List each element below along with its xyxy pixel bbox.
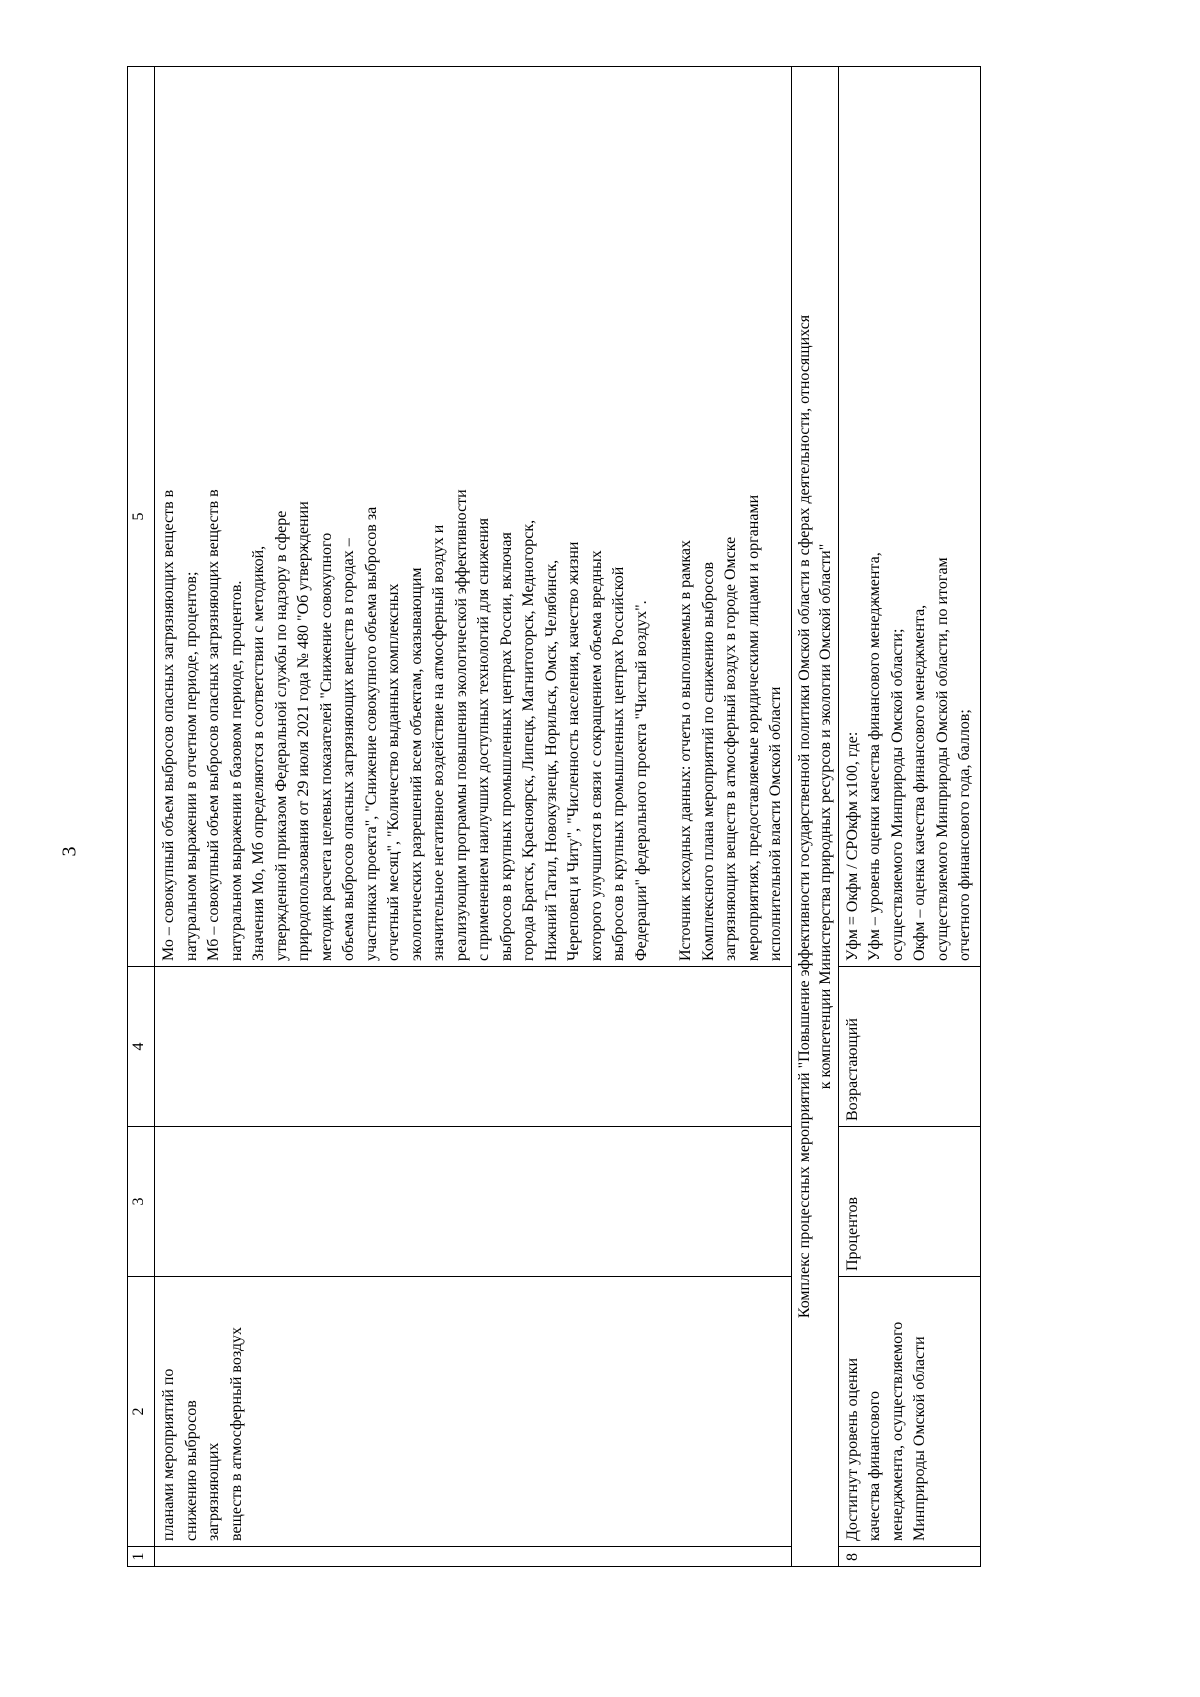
indicator-name-cell	[838, 1277, 980, 1547]
text-line: города Братск, Красноярск, Липецк, Магнитогорск, Медногорск,	[520, 519, 537, 961]
unit-cell: Процентов	[838, 1127, 980, 1277]
text-line: Достигнут уровень оценки	[843, 1357, 861, 1541]
text-line: Источник исходных данных: отчеты о выполняемых в рамках	[677, 540, 694, 961]
text-line: утвержденной приказом Федеральной службы по надзору в сфере	[272, 510, 290, 961]
method-cell	[838, 67, 980, 967]
dynamics-cell: Возрастающий	[838, 967, 980, 1127]
dynamics-cell	[155, 967, 792, 1127]
text-line: методик расчета целевых показателей "Снижение совокупного	[317, 532, 335, 961]
text-line: Мо – совокупный объем выбросов опасных загрязняющих веществ в	[160, 489, 177, 961]
section-line: Комплекс процессных мероприятий "Повышение эффективности государственной политики Омской области в сферах деятельности, относящихся	[795, 314, 813, 1319]
header-cell-4: 4	[128, 967, 155, 1127]
text-line: экологических разрешений всем объектам, оказывающим	[407, 567, 425, 961]
rotated-table-sheet	[127, 67, 1057, 1567]
text-line: мероприятиях, предоставляемые юридическими лицами и органами	[744, 494, 762, 961]
table-row-8	[838, 67, 980, 1567]
header-cell-1: 1	[128, 1547, 155, 1567]
text-line: значительное негативное воздействие на атмосферный воздух и	[430, 524, 447, 961]
header-cell-2: 2	[128, 1277, 155, 1547]
header-cell-5: 5	[128, 67, 155, 967]
paragraph-gap	[653, 72, 675, 961]
text-line: осуществляемого Минприроды Омской области;	[888, 628, 906, 961]
column-number-row	[128, 67, 155, 1567]
text-line: загрязняющих веществ в атмосферный воздух в городе Омске	[722, 536, 739, 961]
header-cell-3: 3	[128, 1127, 155, 1277]
section-heading-row	[791, 67, 838, 1567]
text-line: Нижний Тагил, Новокузнецк, Норильск, Омск, Челябинск,	[542, 559, 560, 961]
row-number-cell	[155, 1547, 792, 1567]
text-line: отчетный месяц", "Количество выданных комплексных	[385, 583, 402, 961]
text-line: отчетного финансового года, баллов;	[956, 709, 973, 961]
text-line: Череповец и Читу", "Численность населения, качество жизни	[565, 541, 582, 961]
text-line: загрязняющих	[205, 1442, 222, 1541]
indicators-table	[127, 66, 981, 1567]
text-line: осуществляемого Минприроды Омской области, по итогам	[933, 557, 951, 961]
text-line: Уфм – уровень оценки качества финансового менеджмента,	[866, 552, 883, 961]
text-line: реализующим программы повышения экологической эффективности	[452, 489, 470, 961]
text-line: природопользования от 29 июля 2021 года № 480 "Об утверждении	[295, 501, 312, 961]
text-line: исполнительной власти Омской области	[767, 686, 784, 961]
text-line: выбросов в крупных промышленных центрах России, включая	[497, 532, 515, 961]
text-line: Окфм – оценка качества финансового менеджмента,	[911, 604, 928, 961]
text-line: объема выбросов опасных загрязняющих веществ в городах –	[340, 538, 357, 961]
text-line: участниках проекта", "Снижение совокупного объема выбросов за	[362, 506, 380, 961]
text-line: Значения Мо, Мб определяются в соответствии с методикой,	[250, 545, 267, 961]
text-line: качества финансового	[866, 1391, 883, 1541]
method-cell	[155, 67, 792, 967]
text-line: которого улучшится в связи с сокращением объема вредных	[587, 550, 605, 961]
text-line: Комплексного плана мероприятий по снижению выбросов	[699, 562, 717, 961]
row-number-cell: 8	[838, 1547, 980, 1567]
text-line: с применением наилучших доступных технологий для снижения	[475, 518, 492, 961]
text-line: Уфм = Окфм / СРОкфм х100, где:	[843, 731, 861, 961]
page-number: 3	[58, 846, 81, 857]
section-heading	[791, 67, 838, 1567]
text-line: менеджмента, осуществляемого	[888, 1321, 906, 1541]
indicator-name-cell	[155, 1277, 792, 1547]
text-line: веществ в атмосферный воздух	[227, 1326, 245, 1541]
table-row-continued	[155, 67, 792, 1567]
unit-cell	[155, 1127, 792, 1277]
text-line: Минприроды Омской области	[911, 1336, 928, 1541]
text-line: натуральном выражении в базовом периоде, процентов.	[227, 580, 245, 961]
text-line: натуральном выражении в отчетном периоде, процентов;	[182, 571, 200, 961]
text-line: Мб – совокупный объем выбросов опасных загрязняющих веществ в	[205, 489, 222, 961]
text-line: снижению выбросов	[182, 1400, 200, 1541]
text-line: Федерации" федерального проекта "Чистый воздух".	[632, 600, 650, 961]
section-line: к компетенции Министерства природных ресурсов и экологии Омской области"	[816, 543, 834, 1090]
text-line: выбросов в крупных промышленных центрах Российской	[610, 566, 627, 961]
text-line: планами мероприятий по	[160, 1368, 177, 1541]
